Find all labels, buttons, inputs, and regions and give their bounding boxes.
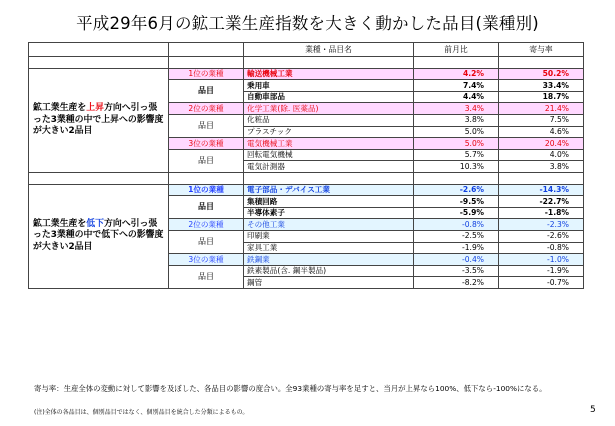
down-item-2-1-prev: -2.5% <box>414 230 499 242</box>
up-rank-1: 1位の業種 <box>169 68 244 80</box>
down-item-3-1-contrib: -1.9% <box>499 265 584 277</box>
down-item-1-1-contrib: -22.7% <box>499 196 584 208</box>
up-item-1-2-prev: 4.4% <box>414 91 499 103</box>
page-number: 5 <box>590 405 596 415</box>
down-industry-3-contrib: -1.0% <box>499 254 584 266</box>
down-industry-2: その他工業 <box>244 219 414 231</box>
up-item-2-1-contrib: 7.5% <box>499 114 584 126</box>
up-item-1-2: 自動車部品 <box>244 91 414 103</box>
down-item-2-1: 印刷業 <box>244 230 414 242</box>
down-group-label: 鉱工業生産を低下方向へ引っ張った3業種の中で低下への影響度が大きい2品目 <box>29 184 169 288</box>
down-item-1-2-contrib: -1.8% <box>499 207 584 219</box>
up-rank-2: 2位の業種 <box>169 103 244 115</box>
down-industry-1: 電子部品・デバイス工業 <box>244 184 414 196</box>
down-item-3-2: 鋼管 <box>244 277 414 289</box>
down-industry-3: 鉄鋼業 <box>244 254 414 266</box>
ranking-table <box>28 42 584 289</box>
up-item-3-1-contrib: 4.0% <box>499 149 584 161</box>
up-item-1-1-contrib: 33.4% <box>499 80 584 92</box>
item-label: 品目 <box>169 230 244 253</box>
up-item-1-2-contrib: 18.7% <box>499 91 584 103</box>
down-item-1-1-prev: -9.5% <box>414 196 499 208</box>
down-industry-1-contrib: -14.3% <box>499 184 584 196</box>
up-item-3-2-contrib: 3.8% <box>499 161 584 173</box>
up-item-2-1-prev: 3.8% <box>414 114 499 126</box>
up-item-2-2-contrib: 4.6% <box>499 126 584 138</box>
down-rank-3: 3位の業種 <box>169 254 244 266</box>
down-industry-3-prev: -0.4% <box>414 254 499 266</box>
down-industry-2-prev: -0.8% <box>414 219 499 231</box>
header-contrib: 寄与率 <box>499 43 584 57</box>
contribution-note: 寄与率：生産全体の変動に対して影響を及ぼした、各品目の影響の度合い。全93業種の寄与率を足すと、当月が上昇なら100%、低下なら-100%になる。 <box>34 384 547 393</box>
up-industry-3: 電気機械工業 <box>244 138 414 150</box>
down-item-3-1: 鉄素製品(含. 鋼半製品) <box>244 265 414 277</box>
up-industry-3-contrib: 20.4% <box>499 138 584 150</box>
down-item-1-2-prev: -5.9% <box>414 207 499 219</box>
up-item-3-1: 回転電気機械 <box>244 149 414 161</box>
header-blank <box>29 43 169 57</box>
up-group-label: 鉱工業生産を上昇方向へ引っ張った3業種の中で上昇への影響度が大きい2品目 <box>29 68 169 172</box>
up-item-2-1: 化粧品 <box>244 114 414 126</box>
down-industry-1-prev: -2.6% <box>414 184 499 196</box>
header-prev: 前月比 <box>414 43 499 57</box>
page-title: 平成29年6月の鉱工業生産指数を大きく動かした品目(業種別) <box>76 14 539 33</box>
up-industry-2-prev: 3.4% <box>414 103 499 115</box>
up-industry-2: 化学工業(除. 医薬品) <box>244 103 414 115</box>
up-item-3-2-prev: 10.3% <box>414 161 499 173</box>
down-item-2-2-contrib: -0.8% <box>499 242 584 254</box>
down-item-3-2-contrib: -0.7% <box>499 277 584 289</box>
spacer-row <box>29 172 584 184</box>
down-rank-2: 2位の業種 <box>169 219 244 231</box>
footnote: (注)全体の各品目は、個別品目ではなく、個別品目を統合した分類によるもの。 <box>34 409 249 416</box>
down-item-1-1: 集積回路 <box>244 196 414 208</box>
down-item-3-2-prev: -8.2% <box>414 277 499 289</box>
up-item-1-1-prev: 7.4% <box>414 80 499 92</box>
up-industry-1-contrib: 50.2% <box>499 68 584 80</box>
item-label: 品目 <box>169 149 244 172</box>
up-item-2-2: プラスチック <box>244 126 414 138</box>
down-item-2-2-prev: -1.9% <box>414 242 499 254</box>
header-name: 業種・品目名 <box>244 43 414 57</box>
spacer-row <box>29 57 584 69</box>
up-item-3-2: 電気計測器 <box>244 161 414 173</box>
item-label: 品目 <box>169 265 244 288</box>
up-industry-1: 輸送機械工業 <box>244 68 414 80</box>
down-item-2-1-contrib: -2.6% <box>499 230 584 242</box>
table-body <box>29 57 584 289</box>
item-label: 品目 <box>169 114 244 137</box>
header-blank-2 <box>169 43 244 57</box>
up-item-3-1-prev: 5.7% <box>414 149 499 161</box>
up-industry-2-contrib: 21.4% <box>499 103 584 115</box>
down-rank-1: 1位の業種 <box>169 184 244 196</box>
down-industry-2-contrib: -2.3% <box>499 219 584 231</box>
down-item-2-2: 家具工業 <box>244 242 414 254</box>
item-label: 品目 <box>169 80 244 103</box>
header-row <box>29 43 584 57</box>
up-industry-3-prev: 5.0% <box>414 138 499 150</box>
down-item-1-2: 半導体素子 <box>244 207 414 219</box>
up-rank-3: 3位の業種 <box>169 138 244 150</box>
up-industry-1-prev: 4.2% <box>414 68 499 80</box>
item-label: 品目 <box>169 196 244 219</box>
down-item-3-1-prev: -3.5% <box>414 265 499 277</box>
up-item-2-2-prev: 5.0% <box>414 126 499 138</box>
up-item-1-1: 乗用車 <box>244 80 414 92</box>
